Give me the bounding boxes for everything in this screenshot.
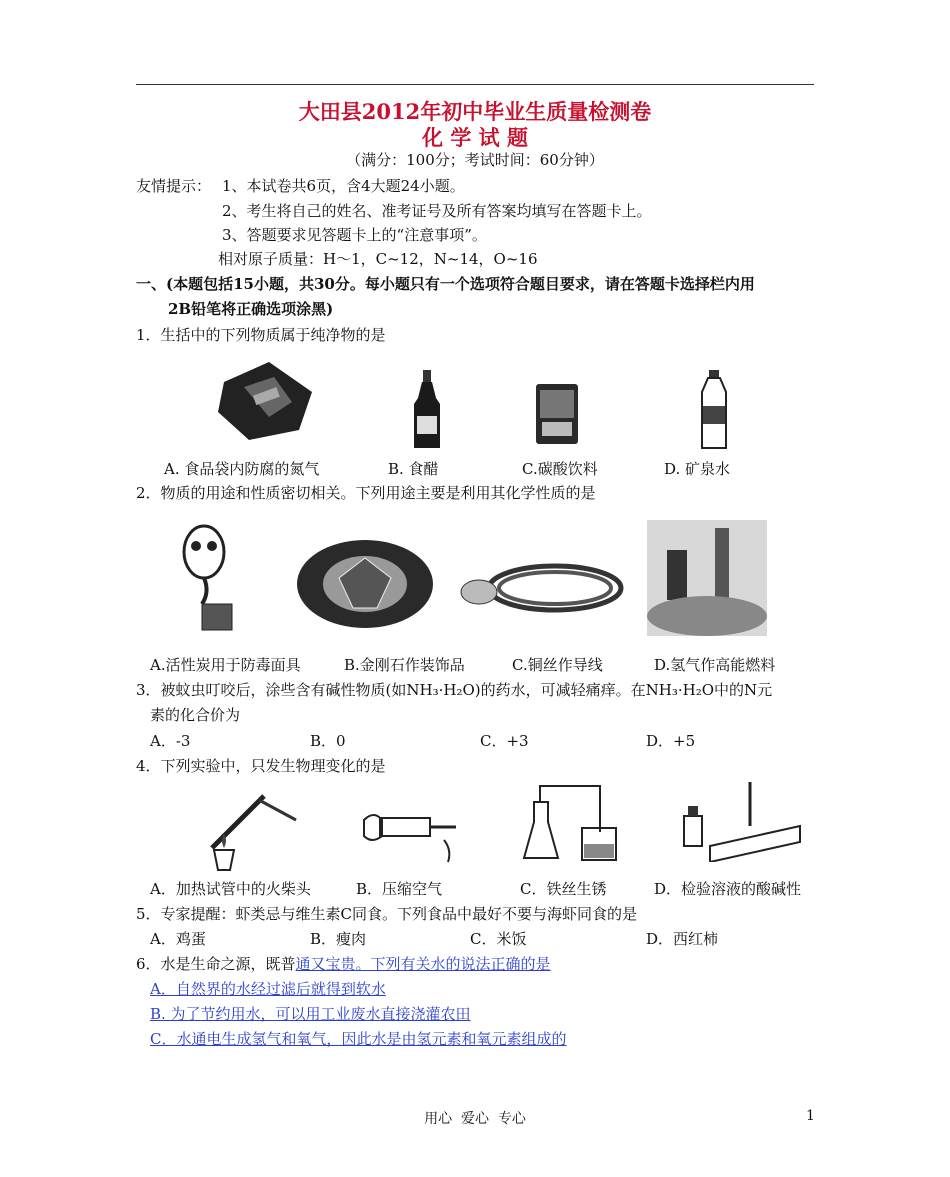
diamond-image xyxy=(295,538,435,630)
q4-option-d: D．检验溶液的酸碱性 xyxy=(654,880,802,898)
section1-instruction-cont: 2B铅笔将正确选项涂黑) xyxy=(168,300,334,318)
vinegar-bottle-image xyxy=(410,370,444,450)
q5-stem: 5．专家提醒：虾类忌与维生素C同食。下列食品中最好不要与海虾同食的是 xyxy=(136,905,638,923)
copper-wire-image xyxy=(455,556,625,620)
q2-option-c: C.铜丝作导线 xyxy=(512,656,603,674)
iron-rust-apparatus-image xyxy=(520,782,620,862)
q4-option-c: C．铁丝生锈 xyxy=(520,880,607,898)
q1-option-c: C.碳酸饮料 xyxy=(522,460,598,478)
tip-1: 1、本试卷共6页，含4大题24小题。 xyxy=(222,177,465,195)
q5-option-a: A．鸡蛋 xyxy=(150,930,206,948)
q3-option-d: D．+5 xyxy=(646,732,696,750)
acid-base-test-image xyxy=(680,782,804,862)
q6-option-b[interactable]: B. 为了节约用水，可以用工业废水直接浇灌农田 xyxy=(150,1005,471,1023)
q6-stem-plain: 6．水是生命之源，既普 xyxy=(136,955,296,973)
heating-test-tube-image xyxy=(204,790,304,874)
gas-mask-image xyxy=(180,522,240,634)
syringe-compress-image xyxy=(360,800,464,864)
q1-stem: 1．生括中的下列物质属于纯净物的是 xyxy=(136,326,386,344)
q3-option-a: A．-3 xyxy=(150,732,191,750)
nitrogen-bag-image xyxy=(214,362,314,442)
section1-instruction: 一、(本题包括15小题，共30分。每小题只有一个选项符合题目要求，请在答题卡选择栏内用 xyxy=(136,275,755,293)
tip-3: 3、答题要求见答题卡上的“注意事项”。 xyxy=(222,226,487,244)
q3-stem: 3．被蚊虫叮咬后，涂些含有碱性物质(如NH₃·H₂O)的药水，可减轻痛痒。在NH₃·H₂O中的N元 xyxy=(136,681,773,699)
q4-option-b: B．压缩空气 xyxy=(356,880,443,898)
q2-option-a: A.活性炭用于防毒面具 xyxy=(150,656,301,674)
q6-stem xyxy=(136,953,551,975)
q3-stem-cont: 素的化合价为 xyxy=(150,706,241,724)
q2-option-d: D.氢气作高能燃料 xyxy=(654,656,776,674)
q4-stem: 4．下列实验中，只发生物理变化的是 xyxy=(136,757,386,775)
tip-atomic-mass: 相对原子质量：H～1，C~12，N~14，O~16 xyxy=(218,250,538,268)
soda-can-image xyxy=(534,380,580,446)
q2-stem: 2．物质的用途和性质密切相关。下列用途主要是利用其化学性质的是 xyxy=(136,484,596,502)
q6-stem-link[interactable]: 通又宝贵。下列有关水的说法正确的是 xyxy=(295,955,551,973)
tips-label: 友情提示： xyxy=(136,177,212,195)
q4-option-a: A．加热试管中的火柴头 xyxy=(150,880,311,898)
q3-option-b: B．0 xyxy=(310,732,346,750)
tip-2: 2、考生将自己的姓名、准考证号及所有答案均填写在答题卡上。 xyxy=(222,202,652,220)
q5-option-b: B．瘦肉 xyxy=(310,930,367,948)
header-rule xyxy=(136,84,814,85)
rocket-launch-image xyxy=(647,520,767,636)
q2-option-b: B.金刚石作装饰品 xyxy=(344,656,465,674)
q5-option-d: D．西红柿 xyxy=(646,930,719,948)
exam-subtitle: 化 学 试 题 xyxy=(422,125,528,150)
exam-meta: （满分：100分；考试时间：60分钟） xyxy=(346,151,604,169)
exam-title: 大田县2012年初中毕业生质量检测卷 xyxy=(298,99,652,124)
q3-option-c: C．+3 xyxy=(480,732,529,750)
page-number: 1 xyxy=(806,1108,815,1124)
q6-option-a[interactable]: A．自然界的水经过滤后就得到软水 xyxy=(150,980,386,998)
q1-option-a: A. 食品袋内防腐的氮气 xyxy=(164,460,320,478)
mineral-water-image xyxy=(698,370,730,450)
q1-option-b: B. 食醋 xyxy=(388,460,439,478)
footer-slogan: 用心 爱心 专心 xyxy=(424,1111,526,1127)
q5-option-c: C．米饭 xyxy=(470,930,527,948)
q1-option-d: D. 矿泉水 xyxy=(664,460,731,478)
q6-option-c[interactable]: C．水通电生成氢气和氧气，因此水是由氢元素和氧元素组成的 xyxy=(150,1030,567,1048)
